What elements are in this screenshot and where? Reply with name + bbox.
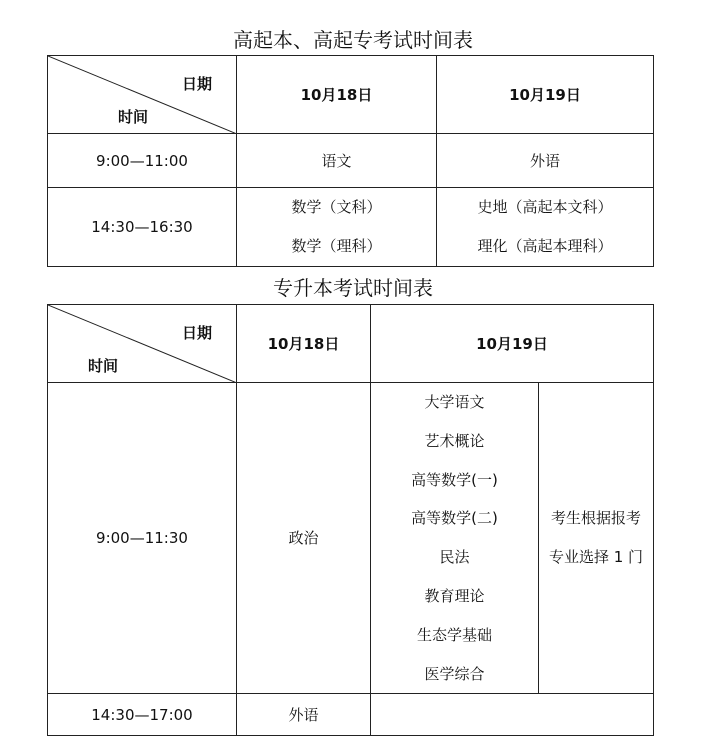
date-header-1: 10月18日	[237, 305, 371, 383]
subject-cell	[371, 694, 654, 736]
date-header-1: 10月18日	[237, 56, 437, 134]
subject-line: 高等数学(一)	[411, 470, 498, 489]
time-cell: 9:00—11:30	[48, 383, 237, 694]
table1-title: 高起本、高起专考试时间表	[233, 28, 473, 52]
time-cell: 14:30—16:30	[48, 188, 237, 267]
exam-schedule-table-1	[47, 55, 654, 267]
subject-line: 高等数学(二)	[411, 509, 498, 528]
diagonal-line	[48, 305, 237, 383]
header-corner-cell	[48, 56, 237, 134]
subject-line: 艺术概论	[424, 431, 485, 450]
table-row	[48, 694, 654, 736]
subject-line: 大学语文	[424, 393, 485, 411]
note-line: 专业选择 1 门	[548, 548, 644, 567]
time-cell: 9:00—11:00	[48, 134, 237, 188]
date-header-2: 10月19日	[437, 56, 654, 134]
note-cell	[539, 383, 654, 694]
subject-line: 医学综合	[424, 664, 485, 683]
corner-time-label: 时间	[88, 357, 119, 375]
subject-cell: 外语	[437, 134, 654, 188]
corner-date-label: 日期	[181, 324, 212, 342]
subject-cell	[437, 188, 654, 267]
corner-time-label: 时间	[118, 108, 149, 126]
note-line: 考生根据报考	[550, 509, 641, 528]
date-header-2: 10月19日	[371, 305, 654, 383]
exam-schedule-table-2	[47, 304, 654, 736]
subject-cell: 政治	[237, 383, 371, 694]
header-corner-cell	[48, 305, 237, 383]
time-cell: 14:30—17:00	[48, 694, 237, 736]
table-row	[48, 188, 654, 267]
subject-line: 教育理论	[424, 586, 485, 605]
subject-cell	[237, 188, 437, 267]
corner-date-label: 日期	[181, 75, 212, 93]
subject-cell: 外语	[237, 694, 371, 736]
subject-list-cell	[371, 383, 539, 694]
subject-line: 民法	[439, 548, 470, 567]
subject-line: 数学（文科）	[291, 198, 382, 216]
table-row	[48, 383, 654, 694]
table2-title: 专升本考试时间表	[273, 276, 433, 300]
subject-line: 数学（理科）	[291, 237, 382, 255]
table-row	[48, 134, 654, 188]
subject-line: 生态学基础	[416, 625, 492, 644]
subject-line: 理化（高起本理科）	[477, 237, 613, 255]
subject-cell: 语文	[237, 134, 437, 188]
subject-line: 史地（高起本文科）	[477, 198, 613, 216]
